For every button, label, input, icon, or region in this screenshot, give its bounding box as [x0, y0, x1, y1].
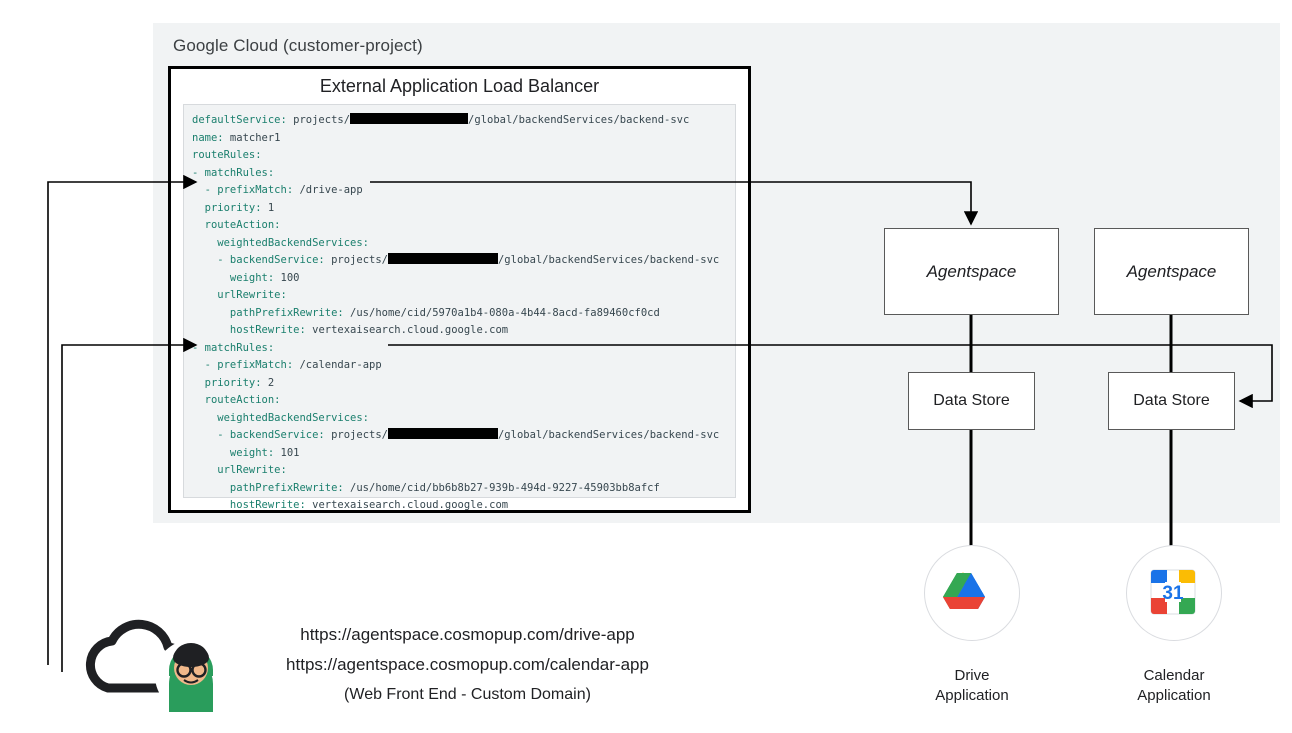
drive-app-icon [924, 545, 1020, 641]
calendar-label-line2: Application [1137, 687, 1211, 704]
url-caption: (Web Front End - Custom Domain) [344, 686, 591, 703]
config-line: - matchRules: [192, 341, 275, 354]
config-line: routeAction: [192, 394, 281, 406]
calendar-app-icon [1126, 545, 1222, 641]
config-line: pathPrefixRewrite: /us/home/cid/bb6b8b27-939b-494d-9227-45903bb8afcf [192, 481, 660, 494]
drive-label-line2: Application [935, 687, 1009, 704]
url-calendar: https://agentspace.cosmopup.com/calendar-app [286, 655, 649, 674]
drive-label-line1: Drive [954, 667, 990, 684]
config-line: weight: 100 [192, 271, 300, 284]
config-line: hostRewrite: vertexaisearch.cloud.google.com [192, 499, 509, 511]
calendar-label-line1: Calendar [1143, 667, 1205, 684]
load-balancer-title: External Application Load Balancer [319, 76, 600, 96]
data-store-node-2: Data Store [1108, 372, 1235, 430]
config-line: weightedBackendServices: [192, 236, 370, 249]
config-line: pathPrefixRewrite: /us/home/cid/5970a1b4-080a-4b44-8acd-fa89460cf0cd [192, 306, 660, 319]
config-line: - backendService: projects/ /global/backendServices/backend-svc [192, 254, 720, 266]
agentspace-node-2: Agentspace [1094, 228, 1249, 315]
config-line: priority: 1 [192, 201, 275, 214]
data-store-node-1: Data Store [908, 372, 1035, 430]
config-line: urlRewrite: [192, 464, 287, 476]
drive-glyph [925, 546, 1017, 638]
drive-application-label [900, 666, 1044, 706]
config-line: urlRewrite: [192, 289, 287, 301]
config-line: defaultService: projects/ /global/backendServices/backend-svc [192, 114, 690, 126]
svg-text:31: 31 [1162, 583, 1184, 604]
calendar-glyph [1127, 546, 1219, 638]
frontend-urls [255, 620, 680, 710]
config-line: routeRules: [192, 149, 262, 161]
config-line: hostRewrite: vertexaisearch.cloud.google.com [192, 324, 509, 336]
config-line: routeAction: [192, 219, 281, 231]
config-line: name: matcher1 [192, 131, 281, 144]
calendar-application-label [1100, 666, 1248, 706]
config-line: - matchRules: [192, 166, 275, 179]
config-line: - backendService: projects/ /global/backendServices/backend-svc [192, 429, 720, 441]
end-user-illustration [78, 618, 260, 718]
config-line: priority: 2 [192, 376, 275, 389]
config-line: - prefixMatch: /drive-app [192, 184, 363, 196]
config-line: weight: 101 [192, 446, 300, 459]
google-cloud-panel-label: Google Cloud (customer-project) [173, 36, 423, 55]
config-line: - prefixMatch: /calendar-app [192, 359, 382, 371]
url-drive: https://agentspace.cosmopup.com/drive-app [300, 625, 635, 644]
agentspace-node-1: Agentspace [884, 228, 1059, 315]
config-line: weightedBackendServices: [192, 411, 370, 424]
